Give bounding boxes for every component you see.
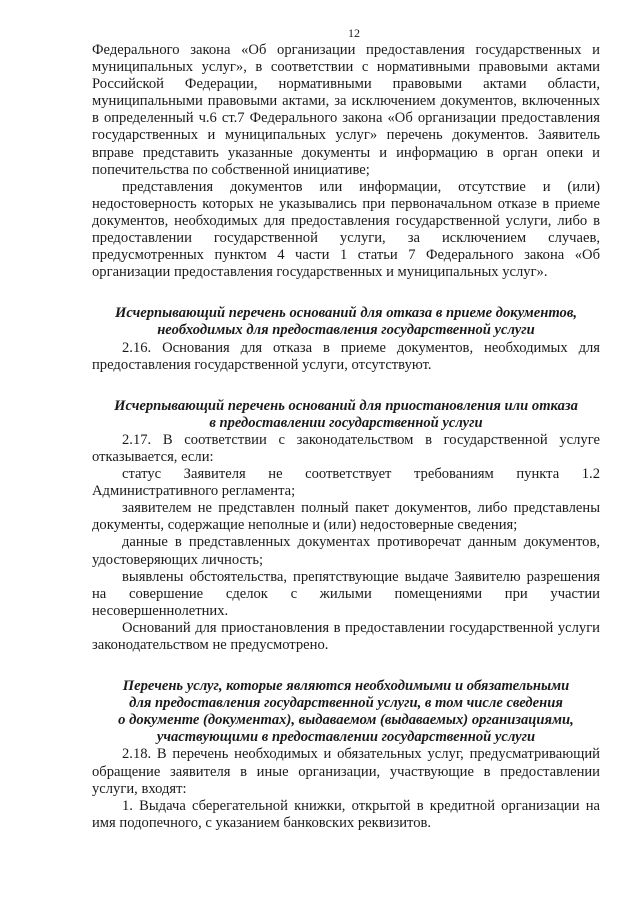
heading-line: участвующими в предоставлении государственной услуги (156, 729, 536, 746)
paragraph: данные в представленных документах противоречат данным документов, удостоверяющих личность; (92, 534, 600, 568)
paragraph: 2.16. Основания для отказа в приеме документов, необходимых для предоставления государственной услуги, отсутствуют. (92, 339, 600, 373)
paragraph: представления документов или информации, отсутствие и (или) недостоверность которых не указывались при первоначальном отказе в приеме документов, необходимых для предоставления государственной услуги, либо в предоставлении государственной услуги, за исключением случаев, предусмотренных пунктом 4 части 1 статьи 7 Федерального закона «Об организации предоставления государственных и муниципальных услуг». (92, 178, 600, 281)
paragraph: статус Заявителя не соответствует требованиям пункта 1.2 Административного регламента; (92, 466, 600, 500)
heading-line: о документе (документах), выдаваемом (выдаваемых) организациями, (118, 712, 574, 729)
paragraph: 1. Выдача сберегательной книжки, открытой в кредитной организации на имя подопечного, с указанием банковских реквизитов. (92, 797, 600, 831)
heading-line: в предоставлении государственной услуги (209, 414, 483, 431)
section-heading (92, 398, 600, 432)
paragraph: выявлены обстоятельства, препятствующие выдаче Заявителю разрешения на совершение сделок с жилыми помещениями при участии несовершеннолетних. (92, 568, 600, 619)
paragraph: 2.18. В перечень необходимых и обязательных услуг, предусматривающий обращение заявителя в иные организации, участвующие в предоставлении услуги, входят: (92, 746, 600, 797)
paragraph: Федерального закона «Об организации предоставления государственных и муниципальных услуг», в соответствии с нормативными правовыми актами Российской Федерации, нормативными правовыми актами области, муниципальными правовыми актами, за исключением документов, включенных в определенный ч.6 ст.7 Федерального закона «Об организации предоставления государственных и муниципальных услуг» перечень документов. Заявитель вправе представить указанные документы и информацию в орган опеки и попечительства по собственной инициативе; (92, 42, 600, 178)
heading-line: необходимых для предоставления государственной услуги (157, 322, 535, 339)
section-heading (92, 678, 600, 746)
section-heading (92, 305, 600, 339)
paragraph: заявителем не представлен полный пакет документов, либо представлены документы, содержащие неполные и (или) недостоверные сведения; (92, 500, 600, 534)
heading-line: Исчерпывающий перечень оснований для отказа в приеме документов, (114, 305, 578, 322)
document-body (92, 42, 600, 832)
heading-line: Перечень услуг, которые являются необходимыми и обязательными (122, 678, 570, 695)
page-number: 12 (348, 26, 360, 40)
heading-line: Исчерпывающий перечень оснований для приостановления или отказа (114, 397, 578, 414)
heading-line: для предоставления государственной услуги, в том числе сведения (129, 695, 563, 712)
paragraph: 2.17. В соответствии с законодательством в государственной услуге отказывается, если: (92, 431, 600, 465)
paragraph: Оснований для приостановления в предоставлении государственной услуги законодательством не предусмотрено. (92, 619, 600, 653)
